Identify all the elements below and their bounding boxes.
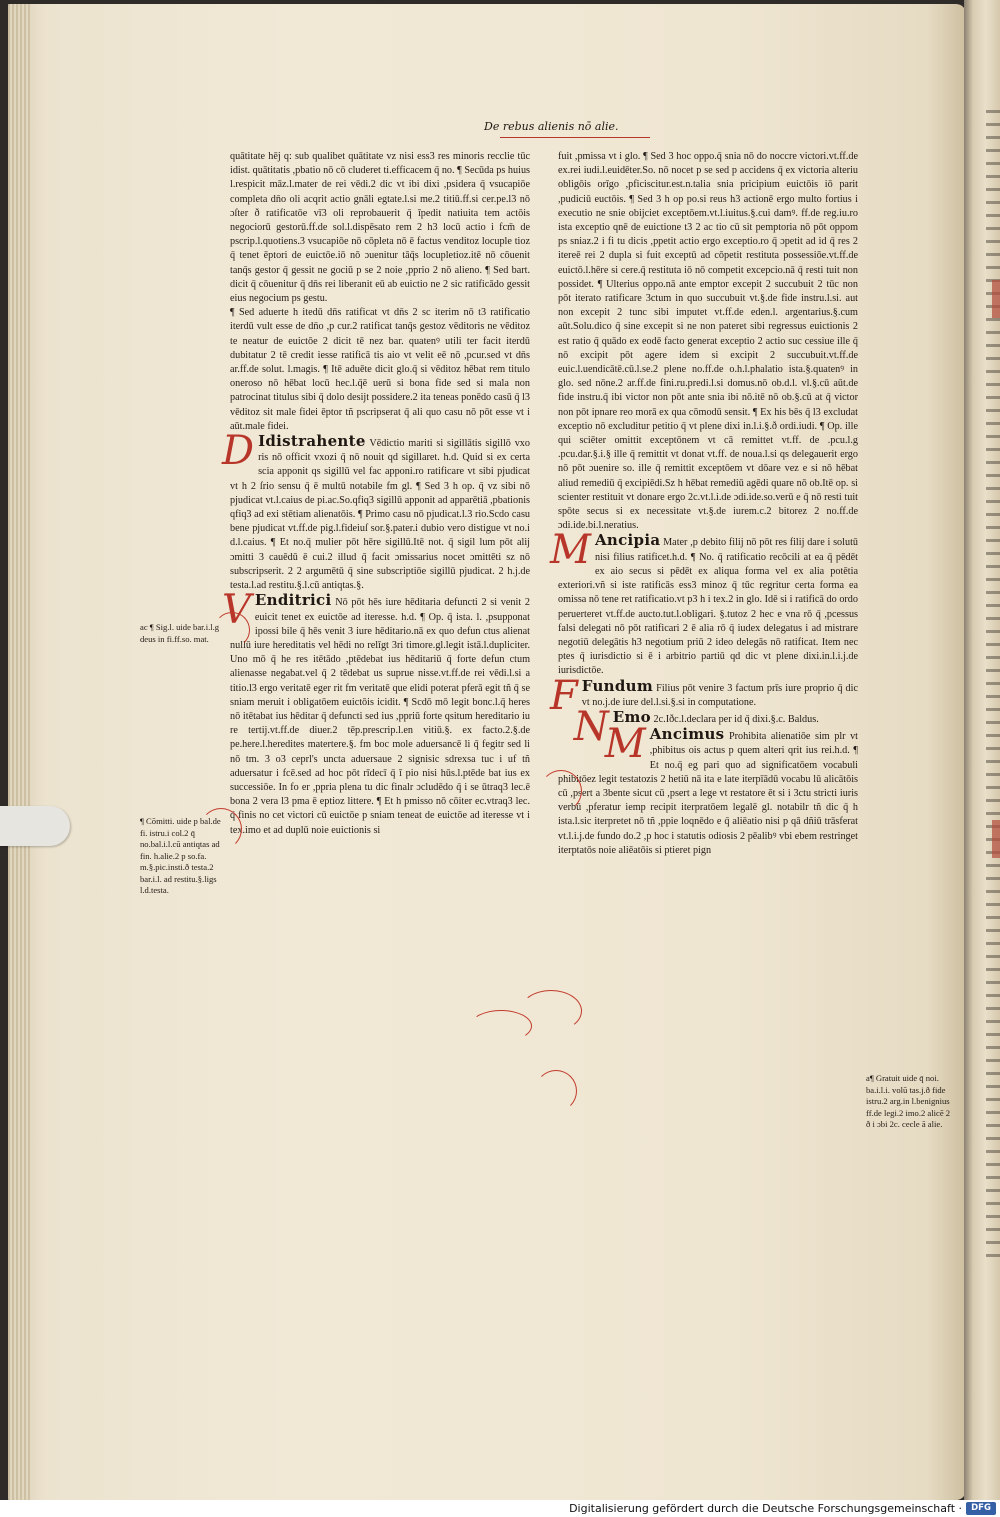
lemma-paragraph (550, 527, 858, 678)
margin-note: a¶ Gratuit uide q̄ noi. ba.i.l.i. volū tas.j.ð fide istru.2 arg.in l.benignius ff.de legi.2 imo.2 alicē 2 ð i ɔbi 2c. cecle ā alie. (866, 1073, 951, 1129)
lemma-heading: Enditrici (254, 591, 332, 610)
lemma-heading: Emo (612, 707, 651, 726)
lemma-text: Mater ,p debito filij nō pōt res filij dare i solutū nisi filius ratificet.h.d. ¶ No. q̄ ratificatio recōcili at ea q̄ pēdēt ex aio secus si pēdēt ex aliqua forma vel ex alia potētia exteriori.vñ si iste ratificās ess3 minoz q̄ tūc regritur certa forma ea omissa nō tene ret ratificatio.vt p3 h i tex.2 in glo. Idē si i ratificā do ordo peruerteret vt.ff.de aucto.tut.l.obligari. §.tutoz 2 hec e vna rō q̄ ,pcessus falsi delegati nō pōt ratificari 2 ē alia rō q̄ iudex delegatus i ad mistrare negotiū delegātis h3 negotium priū 2 ideo delegās nō ratificat. Item nec ptes q̄ iurisdictio si ē i arbitrio partiū qd dic vt plene dixi.in.l.i.j.de iurisdictōe. (558, 537, 858, 677)
left-text-column (222, 150, 530, 1135)
facing-page-rubric (992, 280, 1000, 318)
red-flourish (535, 1070, 577, 1112)
rubric-initial: F (550, 672, 578, 719)
bookmark-slip (0, 806, 70, 846)
running-title-rule (500, 137, 650, 138)
rubric-initial: D (222, 428, 255, 475)
lemma-text: Prohibita alienatiōe sim plr vt ,phibitus ois actus p quem alteri qrit ius rei.h.d. ¶ Et no.q̄ eg pari quo ad significatōem vocabuli phibitōez legit testatozis 2 hetiū nā ita e late iterpīādū vocabu lū alicātōis cū ,psert a 3bente sicut cū ,psert a lege vt restatore ēt si i 3ctu stricti iuris verbū ,pferatur iemp recipit iterpratōem legalē gl. notabilr tñ dic q̄ h ista.l.sic iterpretet nō tñ ,ppie loqnēdo e q̄ aliēatio nisi p qā dñiū trāsferat vt.l.i.j.de fundo do.2 ,p hoc i statutis odiosis 2 pēalibꝰ vbi ebem restringet iterptatōs noie aliēatōis si ptieret pign (558, 731, 858, 856)
red-flourish (540, 770, 582, 812)
margin-note: ac ¶ Sig.l. uide bar.i.l.g deus in fi.ff.so. mat. (140, 622, 220, 644)
page-edge-stack (8, 4, 30, 1500)
lemma-text: Vēdictio mariti si sigillātis sigillō vxo ris nō officit vxozi q̄ nō nouit qd sigillaret. h.d. Quid si ex certa scia apponit qs sigillū vel fac apponi.ro ratificare vt sibi pjudicat vt h 2 ſrio sensu q̄ ē multū notabile fm gl. ¶ Sed 3 h op. q̄ vz sibi nō pjudicat vt.l.caius de pi.ac.So.qfiq3 sigillū apponit ad apparētiā ,pbationis qfiq3 ad exi stētiam alienatōis. ¶ Primo casu nō pjudicat.l.3 rio.Scdo casu bene pjudicat vt.ff.de pig.l.fideiuſ sor.§.pater.i dubio vero distigue vt no.i d.l.caius. ¶ Et no.q̄ mulier pōt hēre sigillū.Itē not. q̄ sigil lum pōt alij ɔmitti 3 cauēdū ē cui.2 illud q̄ facit ɔmissarius nocet ɔmittēti sz nō subscripserit. 2 2 argumētū q̄ sine subscriptiōe sigillū pjudicat. 2 h.j.de testa.l.ad restitu.§.l.cū antiqtas.§. (230, 438, 530, 592)
lemma-heading: Ancipia (594, 531, 661, 550)
lemma-text: Nō pōt hēs iure hēditaria defuncti 2 si venit 2 euicit tenet ex euictōe ad iteresse. h.d. ¶ Op. q̄ ista. l. ,psupponat ipossi bile q̄ hēs venit 3 iure hēditario.nā ex quo defun ctus alienat nullū iure hereditatis vel hēdi no relīgt 3ri timore.gl.legit istā.l.dupliciter. Uno mō q̄ he res itētādo ,ptēdebat ius hēditariū q̄ forte defun ctum alienasse negabat.vel q̄ 2 tēdebat us suprue nisse.vt.ff.de rei vēdi.l.si a titio.l3 ergo veritatē eger rit fm veritatē que elidi poterat pferā egit tñ q̄ se sniam meruit i obligatōem euictōis icidit. ¶ Scdō mō legit bonc.l.q̄ heres nō itētabat ius hēditar q̄ defuncti sed ius ,ppriū forte qsitum hereditario iu re tertij.vt.ff.de diuer.2 tēp.prescrip.l.en vitiū.§. ex facto.2.§.de pe.here.l.heredites matertere.§. fm boc mole aduersancē li q̄ fegitr sed li nō tm. 3 o3 ceprl's uncta aduersaue 2 signisic sdrexsa tuc i uf tñ aduersatur i fcē.sed ad hoc pōt rīdecī q̄ ī pio nisi hūs.l.ptēde bat ius ex successiōe. In fo er ,ppria plena tu dic finalr ɔcludēdo q̄ i se ūtraq3 lec.ē bona 2 vera l3 pma ē eptioz littere. ¶ Et h pmisso nō cōiter ec.vtraq3 lec. q̄ finis no cet victori cū euictōe p sniam teneat de euictōe ad iteresse vt i tex.imo et ad duplū noie euictionis si (230, 597, 530, 836)
text-paragraph: fuit ,pmissa vt i glo. ¶ Sed 3 hoc oppo.q̄ snia nō do noccre victori.vt.ff.de ex.rei iudi.l.euidēter.So. nō nocet p se sed p accidens q̄ ex victoria alteriu obligōis orīgo ,pficiscitur.est.n.talia snia pricipium euictōis iō parit ,pudiciū euctōis. ¶ Sed 3 h op po.si reus h3 actionē ergo multo fortius i executio ne snie obijciet exceptōem.vt.l.iuitus.§.cui damꝰ. ff.de reg.iu.ro ista exceptio qnē de euictione t3 2 ac tio cū sit pemptoria nō pōt oppom ps sniaz.2 i fi tu dicis ,ppetit actio ergo exceptio.ro q̄ ɔpetit ad id q̄ res 2 itereē rei 2 dupla si fuit exceptū ad cōpetit restituta possessiōe.vt.ff.de euictō.l.hēre si cere.q̄ restituta iō nō competit excepcio.nā q̄ resti tuit non possidet. ¶ Ulterius oppo.nā ante emptor excepit 2 succubuit 2 tūc non pōt iterato ratificare 3ctum in quo succubuit vt.§.de fide instru.l.si. aut non excepit 2 tunc sibi imputet vt.ff.de eden.l. argentarius.§.cum aūt.Solu.dico q̄ sine excepit si ne non pateret sibi regressus euictionis 2 est ratio q̄ quādo ex eodē facto generat exceptio 2 actio suc cessiue ille q̄ nō excipit pōt agere idem si excipit 2 succubuit.vt.ff.de euic.l.uendicātē.cū.l.se.2 plene no.ff.de o.h.l.phalatio ista.§.quatenꝰ in glo. sed nōne.2 ar.ff.de fini.ru.predi.l.si domus.nō ob.d.l. vl.§.cū aūt.de fide instru.q̄ ibi victor non pōt ante snia ibi nō.itē nō ob.§.cū at q̄ victor non pōt ipnare reo morā ex qua cōmodū sensit. ¶ Ex his bēs q̄ l3 excludat exceptio nō excluditur petitio q̄ vt plene dixi in.l.i.§.ð ordi.iudi. ¶ Op. ille qui sciēter omittit exceptōnem vt cā remittet vt.ff. de .pcu.l.g .pcu.dar.§.i.§ ille q̄ remittit vt donat vt.ff. de noua.l.si qs delegauerit ergo nō pōt ɔuenire so. ille q̄ remittit exceptōem vt dōare vez e si nō hēbat aliud remediū q̄ excipiēdi.Sz h hēbat remediū agēdi quare nō ob.Itē op. si scienter restituit vt donare ergo 2c.vt.l.i.de ɔdi.ide.so.verū e q̄ nō resti tuit spōte secus si ex necessitate vt.§.de iurem.c.2 bitorez 2 no.ff.de ɔdi.ide.bi.l.neratius. (558, 151, 858, 532)
red-flourish (200, 808, 242, 850)
margin-note: ¶ Cōmitti. uide p bal.de fi. istru.i col.2 q̄ no.bal.i.l.cū antiqtas ad fin. h.alie.2 p so.fa. m.§.pic.insti.ð testa.2 bar.i.l. ad restitu.§.ligs l.d.testa. (140, 816, 221, 895)
red-flourish (214, 612, 250, 648)
lemma-heading: Ancimus (649, 725, 725, 744)
running-title: De rebus alienis nō alie. (484, 120, 619, 133)
rubric-initial: V (222, 587, 251, 634)
facing-page-rubric (992, 820, 1000, 858)
lemma-paragraph (222, 428, 530, 593)
lemma-heading: Idistrahente (258, 432, 366, 451)
lemma-heading: Fundum (581, 676, 654, 695)
text-paragraph: ¶ Sed aduerte h itedū dn̄s ratificat vt dn̄s 2 sc iterim nō t3 ratificatio iterdū vult esse de dn̄o ,p cur.2 ratificat tanq̄s gestoz vēditoris ne vēditoz te neatur de euictōe 2 dicit tē nez bar. quatenꝰ utili ter facit iterdū dubitatur 2 tē credit iesse ratificā tis aio vt velit eē nō ,pcur.sed vt dn̄s ar.ff.de solut. l.magis. ¶ Itē aduēte dicit glo.q̄ si vēditoz hēbat rem titulo oneroso nō hēbat locū hec.l.q̄ē uerū si bona fide sed si mala non patrocinat titulus sibi q̄ dolo desijt possidere.2 ita teneas ponēdo casū q̄ l3 vēditoz sit male fidei ēptor tñ pscripserat q̄ ali quo casu nō pōt esse vt i aūt.male fidei. (230, 307, 530, 432)
digitization-footer (0, 1500, 1000, 1517)
rubric-initial: N (573, 703, 609, 750)
text-paragraph: quātitate hēj q: sub qualibet quātitate vz nisi ess3 res minoris recclie tūc idist. quātitatis ,pbatio nō cō cluderet ti.efficacem q̄ no. ¶ Secūda ps huius l.respicit māz.l.mater de rei vēdi.2 dic vt ibi dixi ,psidera q̄ vsucapiōe completa dn̄o oli acqrit actio gnāli egtate.l.si me.2 titiū.ff.si cer.pe.l3 nō ɔſter ð ratificatōe vī3 oli reprobauerit q̄ īpedit natiuita tem actōis negociorū gestorū.ff.de sol.l.dispēsato rem 2 h3 locū actio i fcm̄ de pscrip.l.quotiens.3 vsucapiōe nō cōpleta nō ē factus venditoz locuple tioz q̄ tenet ēptori de euictōe.iō nō ɔuenitur tāq̄s locupletioz.itē nō cōuenit tanq̄s gestor q̄ gessit ne gociū p se 2 noie ,pprio 2 nō alieno. ¶ Sed bart. dicit q̄ cōuenitur q̄ dn̄s rei liberanit eū ab euictio ne 2 sic ratificādo gessit eius negocium ps gestu. (230, 151, 530, 305)
funding-credit: Digitalisierung gefördert durch die Deutsche Forschungsgemeinschaft · (569, 1502, 962, 1515)
dfg-logo: DFG (966, 1502, 996, 1515)
rubric-initial: M (604, 721, 646, 768)
lemma-text: Filius pōt venire 3 factum prīs iure proprio q̄ dic vt no.j.de iure del.l.si.§.si in computatione. (581, 682, 858, 708)
right-text-column (550, 150, 858, 1135)
rubric-initial: M (550, 527, 591, 574)
lemma-paragraph (222, 587, 530, 837)
lemma-text: 2c.Iðc.l.declara per id q̄ dixi.§.c. Baldus. (653, 713, 819, 725)
red-flourish (470, 1010, 532, 1042)
